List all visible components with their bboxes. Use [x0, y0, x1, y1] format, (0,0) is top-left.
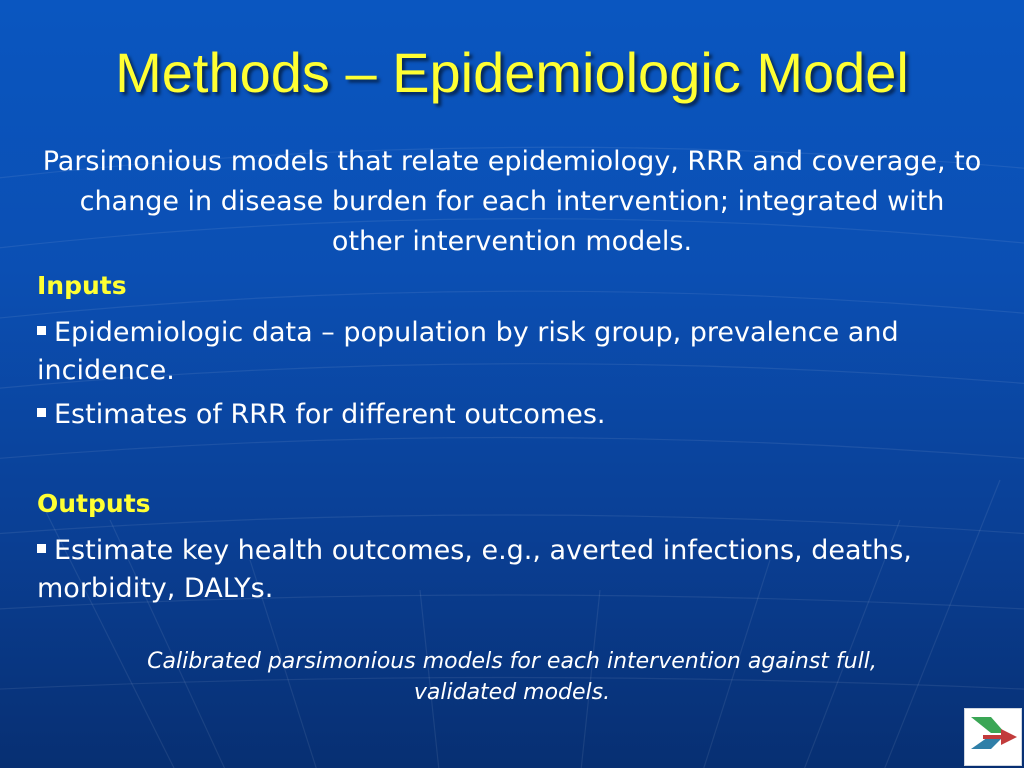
output-bullet-1-text: Estimate key health outcomes, e.g., averted infections, deaths, morbidity, DALYs.	[37, 535, 912, 604]
input-bullet-1-text: Epidemiologic data – population by risk group, prevalence and incidence.	[37, 317, 899, 386]
square-bullet-icon	[37, 326, 46, 335]
outputs-heading: Outputs	[37, 489, 151, 518]
output-bullet-1	[37, 532, 987, 608]
square-bullet-icon	[37, 408, 46, 417]
slide-title: Methods – Epidemiologic Model	[115, 41, 909, 104]
inputs-heading: Inputs	[37, 271, 127, 300]
input-bullet-1	[37, 314, 987, 390]
intro-paragraph: Parsimonious models that relate epidemiology, RRR and coverage, to change in disease burden for each intervention; integrated with other intervention models.	[42, 146, 982, 257]
calibration-note: Calibrated parsimonious models for each intervention against full, validated models.	[147, 649, 877, 705]
arrow-logo-icon	[964, 708, 1022, 766]
input-bullet-2-text: Estimates of RRR for different outcomes.	[54, 399, 606, 430]
input-bullet-2	[37, 396, 987, 434]
square-bullet-icon	[37, 544, 46, 553]
